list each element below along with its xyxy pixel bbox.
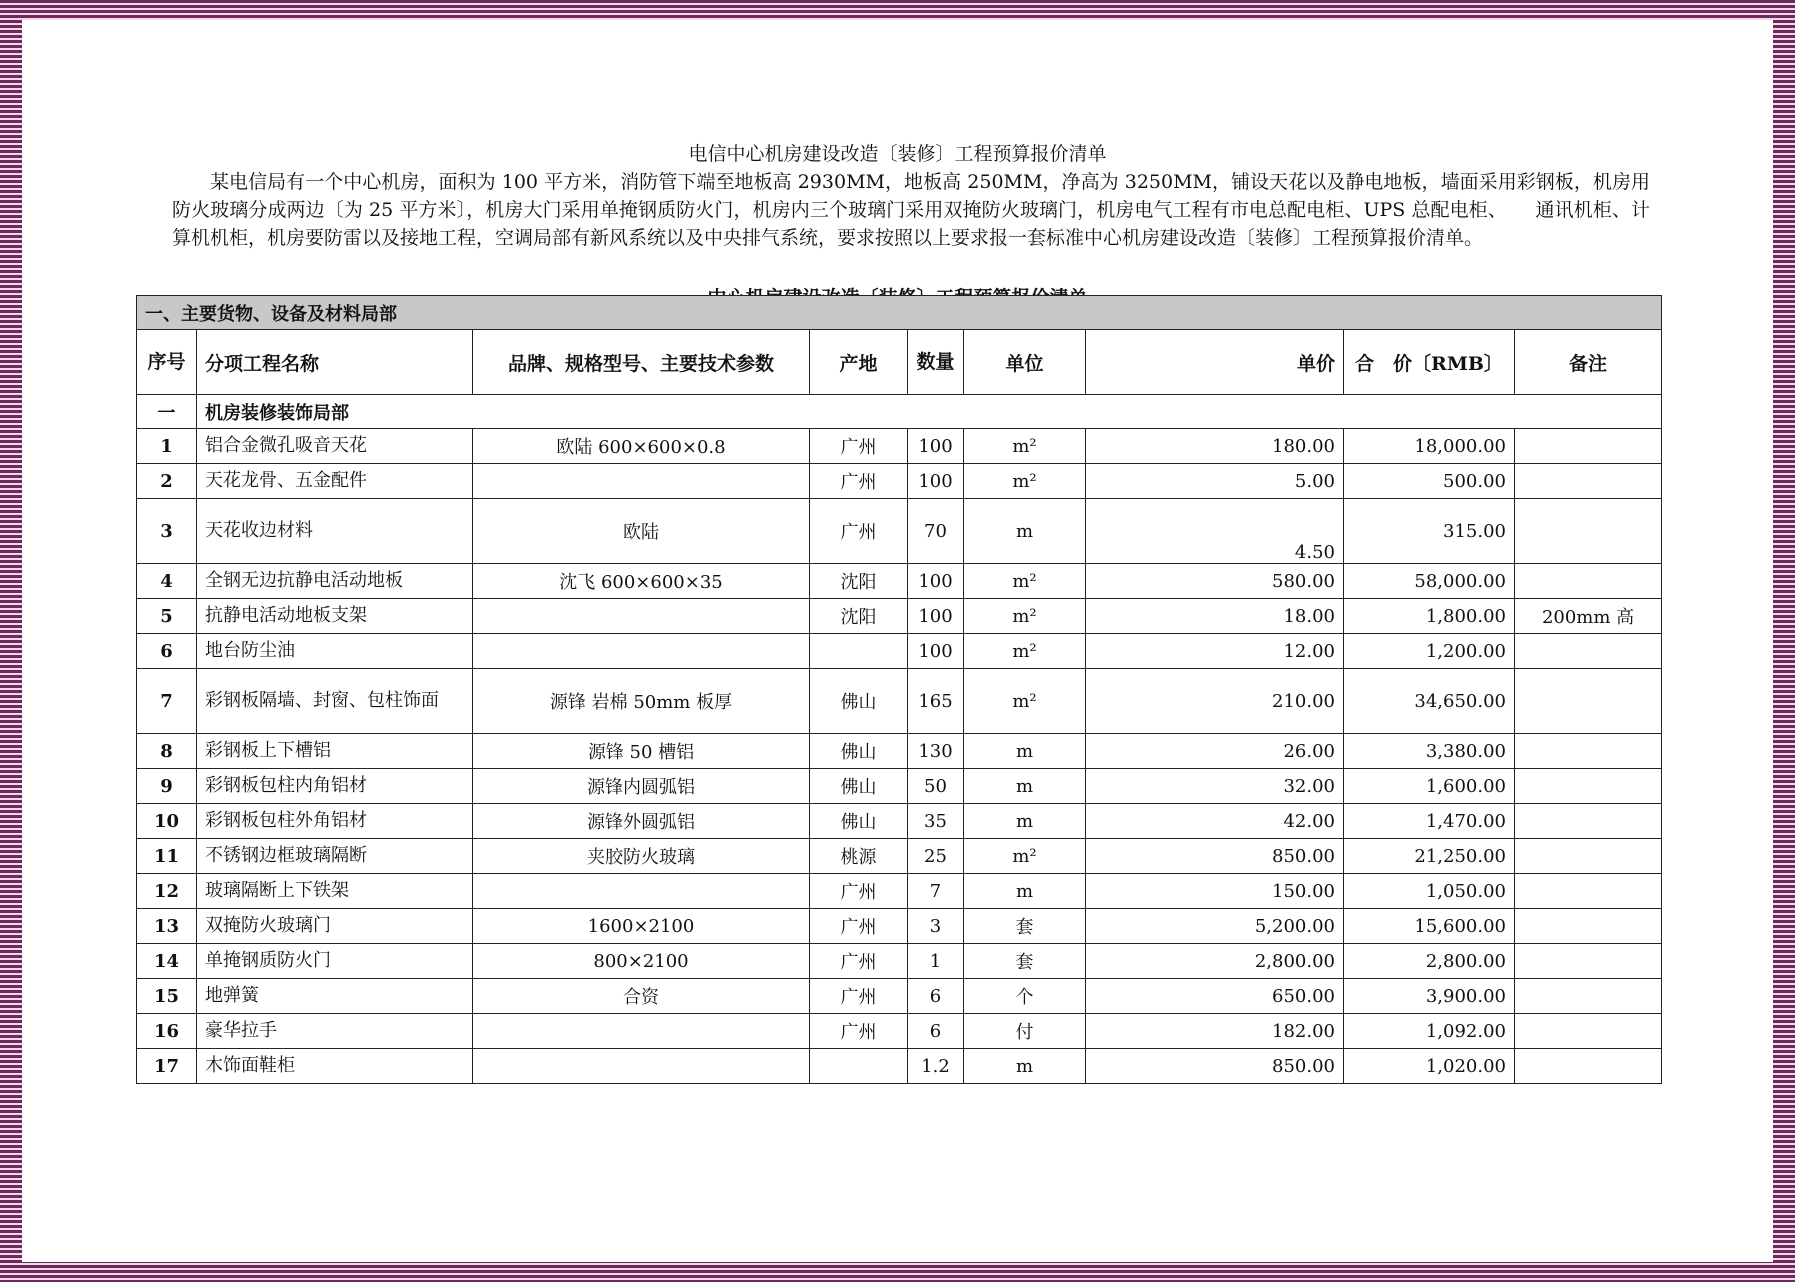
cell-note: [1515, 1049, 1662, 1084]
cell-note: [1515, 429, 1662, 464]
cell-note: [1515, 804, 1662, 839]
cell-price: 32.00: [1086, 769, 1344, 804]
budget-table: [136, 295, 1662, 1084]
cell-no: 3: [137, 499, 197, 564]
group-row: [137, 395, 1662, 429]
cell-name: 彩钢板上下槽铝: [197, 734, 473, 769]
cell-qty: 35: [908, 804, 964, 839]
cell-spec: 合资: [473, 979, 810, 1014]
table-row: [137, 979, 1662, 1014]
cell-total: 1,600.00: [1344, 769, 1515, 804]
group-no: 一: [137, 395, 197, 429]
table-row: [137, 599, 1662, 634]
cell-total: 18,000.00: [1344, 429, 1515, 464]
cell-qty: 130: [908, 734, 964, 769]
cell-note: [1515, 874, 1662, 909]
cell-total: 1,050.00: [1344, 874, 1515, 909]
cell-name: 全钢无边抗静电活动地板: [197, 564, 473, 599]
cell-price: 4.50: [1086, 499, 1344, 564]
cell-origin: 佛山: [810, 734, 908, 769]
intro-paragraph: 某电信局有一个中心机房，面积为 100 平方米，消防管下端至地板高 2930MM，地板高 250MM，净高为 3250MM，铺设天花以及静电地板，墙面采用彩钢板，机房用防火玻璃分成两边〔为 25 平方米〕，机房大门采用单掩钢质防火门，机房内三个玻璃门采用双掩防火玻璃门，机房电气工程有市电总配电柜、UPS 总配电柜、 通讯机柜、计算机机柜，机房要防雷以及接地工程，空调局部有新风系统以及中央排气系统，要求按照以上要求报一套标准中心机房建设改造〔装修〕工程预算报价清单。: [172, 171, 1650, 249]
cell-origin: 广州: [810, 464, 908, 499]
header-price: 单价: [1086, 330, 1344, 395]
cell-note: [1515, 979, 1662, 1014]
cell-unit: m: [964, 804, 1086, 839]
header-name: 分项工程名称: [197, 330, 473, 395]
cell-qty: 100: [908, 464, 964, 499]
cell-total: 15,600.00: [1344, 909, 1515, 944]
cell-total: 315.00: [1344, 499, 1515, 564]
cell-spec: 欧陆 600×600×0.8: [473, 429, 810, 464]
cell-qty: 50: [908, 769, 964, 804]
cell-note: [1515, 1014, 1662, 1049]
cell-total: 21,250.00: [1344, 839, 1515, 874]
cell-qty: 25: [908, 839, 964, 874]
table-row: [137, 909, 1662, 944]
cell-no: 8: [137, 734, 197, 769]
cell-origin: 广州: [810, 429, 908, 464]
cell-price: 180.00: [1086, 429, 1344, 464]
cell-note: [1515, 769, 1662, 804]
cell-qty: 100: [908, 599, 964, 634]
cell-unit: m²: [964, 564, 1086, 599]
cell-name: 地弹簧: [197, 979, 473, 1014]
cell-origin: 桃源: [810, 839, 908, 874]
cell-qty: 6: [908, 1014, 964, 1049]
cell-no: 5: [137, 599, 197, 634]
cell-name: 木饰面鞋柜: [197, 1049, 473, 1084]
table-row: [137, 564, 1662, 599]
cell-name: 豪华拉手: [197, 1014, 473, 1049]
document-title: 电信中心机房建设改造〔装修〕工程预算报价清单: [688, 143, 1107, 165]
cell-no: 14: [137, 944, 197, 979]
cell-spec: 源锋外圆弧铝: [473, 804, 810, 839]
cell-qty: 100: [908, 634, 964, 669]
cell-note: [1515, 734, 1662, 769]
table-row: [137, 944, 1662, 979]
cell-qty: 1.2: [908, 1049, 964, 1084]
cell-no: 6: [137, 634, 197, 669]
cell-qty: 70: [908, 499, 964, 564]
table-row: [137, 429, 1662, 464]
cell-origin: 广州: [810, 909, 908, 944]
cell-origin: 广州: [810, 979, 908, 1014]
table-row: [137, 634, 1662, 669]
cell-qty: 6: [908, 979, 964, 1014]
column-header-row: [137, 330, 1662, 395]
cell-no: 16: [137, 1014, 197, 1049]
section-label: 一、主要货物、设备及材料局部: [137, 296, 1662, 330]
cell-note: [1515, 499, 1662, 564]
cell-price: 182.00: [1086, 1014, 1344, 1049]
cell-total: 58,000.00: [1344, 564, 1515, 599]
cell-price: 5.00: [1086, 464, 1344, 499]
cell-unit: m²: [964, 634, 1086, 669]
cell-origin: [810, 1049, 908, 1084]
cell-price: 580.00: [1086, 564, 1344, 599]
cell-spec: [473, 1049, 810, 1084]
cell-qty: 1: [908, 944, 964, 979]
cell-qty: 7: [908, 874, 964, 909]
table-row: [137, 734, 1662, 769]
cell-no: 2: [137, 464, 197, 499]
cell-total: 500.00: [1344, 464, 1515, 499]
table-row: [137, 1049, 1662, 1084]
cell-name: 抗静电活动地板支架: [197, 599, 473, 634]
cell-no: 7: [137, 669, 197, 734]
cell-origin: 佛山: [810, 669, 908, 734]
table-row: [137, 1014, 1662, 1049]
cell-unit: m²: [964, 839, 1086, 874]
cell-name: 地台防尘油: [197, 634, 473, 669]
cell-price: 150.00: [1086, 874, 1344, 909]
cell-origin: 佛山: [810, 769, 908, 804]
cell-unit: m²: [964, 669, 1086, 734]
cell-price: 2,800.00: [1086, 944, 1344, 979]
cell-no: 9: [137, 769, 197, 804]
cell-note: [1515, 669, 1662, 734]
cell-origin: 广州: [810, 874, 908, 909]
cell-note: [1515, 634, 1662, 669]
cell-price: 850.00: [1086, 1049, 1344, 1084]
cell-no: 15: [137, 979, 197, 1014]
cell-spec: [473, 874, 810, 909]
header-note: 备注: [1515, 330, 1662, 395]
cell-price: 850.00: [1086, 839, 1344, 874]
cell-note: [1515, 909, 1662, 944]
cell-spec: [473, 1014, 810, 1049]
table-row: [137, 874, 1662, 909]
cell-name: 不锈钢边框玻璃隔断: [197, 839, 473, 874]
cell-qty: 3: [908, 909, 964, 944]
cell-name: 彩钢板隔墙、封窗、包柱饰面: [197, 669, 473, 734]
cell-price: 650.00: [1086, 979, 1344, 1014]
cell-name: 铝合金微孔吸音天花: [197, 429, 473, 464]
cell-origin: 佛山: [810, 804, 908, 839]
cell-spec: [473, 464, 810, 499]
cell-unit: 套: [964, 909, 1086, 944]
cell-name: 彩钢板包柱内角铝材: [197, 769, 473, 804]
header-qty: 数量: [908, 330, 964, 395]
cell-spec: 源锋 50 槽铝: [473, 734, 810, 769]
cell-spec: [473, 634, 810, 669]
group-name: 机房装修装饰局部: [197, 395, 1662, 429]
cell-price: 5,200.00: [1086, 909, 1344, 944]
cell-total: 3,900.00: [1344, 979, 1515, 1014]
cell-no: 11: [137, 839, 197, 874]
header-origin: 产地: [810, 330, 908, 395]
cell-name: 天花龙骨、五金配件: [197, 464, 473, 499]
cell-note: 200mm 高: [1515, 599, 1662, 634]
cell-unit: 付: [964, 1014, 1086, 1049]
cell-price: 210.00: [1086, 669, 1344, 734]
cell-total: 1,800.00: [1344, 599, 1515, 634]
cell-qty: 100: [908, 429, 964, 464]
cell-name: 单掩钢质防火门: [197, 944, 473, 979]
cell-unit: m: [964, 874, 1086, 909]
cell-spec: 源锋 岩棉 50mm 板厚: [473, 669, 810, 734]
cell-total: 1,020.00: [1344, 1049, 1515, 1084]
cell-total: 1,092.00: [1344, 1014, 1515, 1049]
cell-total: 34,650.00: [1344, 669, 1515, 734]
section-header-row: [137, 296, 1662, 330]
cell-origin: 沈阳: [810, 564, 908, 599]
cell-note: [1515, 944, 1662, 979]
table-row: [137, 804, 1662, 839]
table-row: [137, 499, 1662, 564]
cell-name: 彩钢板包柱外角铝材: [197, 804, 473, 839]
cell-origin: 广州: [810, 499, 908, 564]
cell-total: 2,800.00: [1344, 944, 1515, 979]
cell-origin: 广州: [810, 944, 908, 979]
table-row: [137, 769, 1662, 804]
cell-price: 42.00: [1086, 804, 1344, 839]
table-row: [137, 839, 1662, 874]
cell-no: 12: [137, 874, 197, 909]
table-row: [137, 464, 1662, 499]
cell-total: 3,380.00: [1344, 734, 1515, 769]
cell-no: 4: [137, 564, 197, 599]
cell-total: 1,200.00: [1344, 634, 1515, 669]
cell-no: 10: [137, 804, 197, 839]
header-total: 合 价〔RMB〕: [1344, 330, 1515, 395]
cell-unit: m²: [964, 429, 1086, 464]
cell-spec: [473, 599, 810, 634]
cell-price: 12.00: [1086, 634, 1344, 669]
cell-unit: m: [964, 499, 1086, 564]
cell-unit: m²: [964, 599, 1086, 634]
cell-origin: [810, 634, 908, 669]
header-spec: 品牌、规格型号、主要技术参数: [473, 330, 810, 395]
cell-total: 1,470.00: [1344, 804, 1515, 839]
cell-spec: 欧陆: [473, 499, 810, 564]
cell-unit: m: [964, 1049, 1086, 1084]
cell-qty: 100: [908, 564, 964, 599]
cell-no: 1: [137, 429, 197, 464]
cell-name: 双掩防火玻璃门: [197, 909, 473, 944]
cell-spec: 1600×2100: [473, 909, 810, 944]
cell-name: 天花收边材料: [197, 499, 473, 564]
cell-note: [1515, 564, 1662, 599]
cell-spec: 沈飞 600×600×35: [473, 564, 810, 599]
cell-name: 玻璃隔断上下铁架: [197, 874, 473, 909]
cell-unit: m: [964, 734, 1086, 769]
cell-note: [1515, 464, 1662, 499]
cell-unit: 套: [964, 944, 1086, 979]
cell-price: 18.00: [1086, 599, 1344, 634]
cell-spec: 源锋内圆弧铝: [473, 769, 810, 804]
cell-origin: 广州: [810, 1014, 908, 1049]
cell-origin: 沈阳: [810, 599, 908, 634]
cell-no: 17: [137, 1049, 197, 1084]
cell-spec: 800×2100: [473, 944, 810, 979]
cell-unit: 个: [964, 979, 1086, 1014]
table-row: [137, 669, 1662, 734]
cell-unit: m²: [964, 464, 1086, 499]
cell-unit: m: [964, 769, 1086, 804]
cell-qty: 165: [908, 669, 964, 734]
header-no: 序号: [137, 330, 197, 395]
cell-price: 26.00: [1086, 734, 1344, 769]
cell-note: [1515, 839, 1662, 874]
cell-no: 13: [137, 909, 197, 944]
header-unit: 单位: [964, 330, 1086, 395]
cell-spec: 夹胶防火玻璃: [473, 839, 810, 874]
